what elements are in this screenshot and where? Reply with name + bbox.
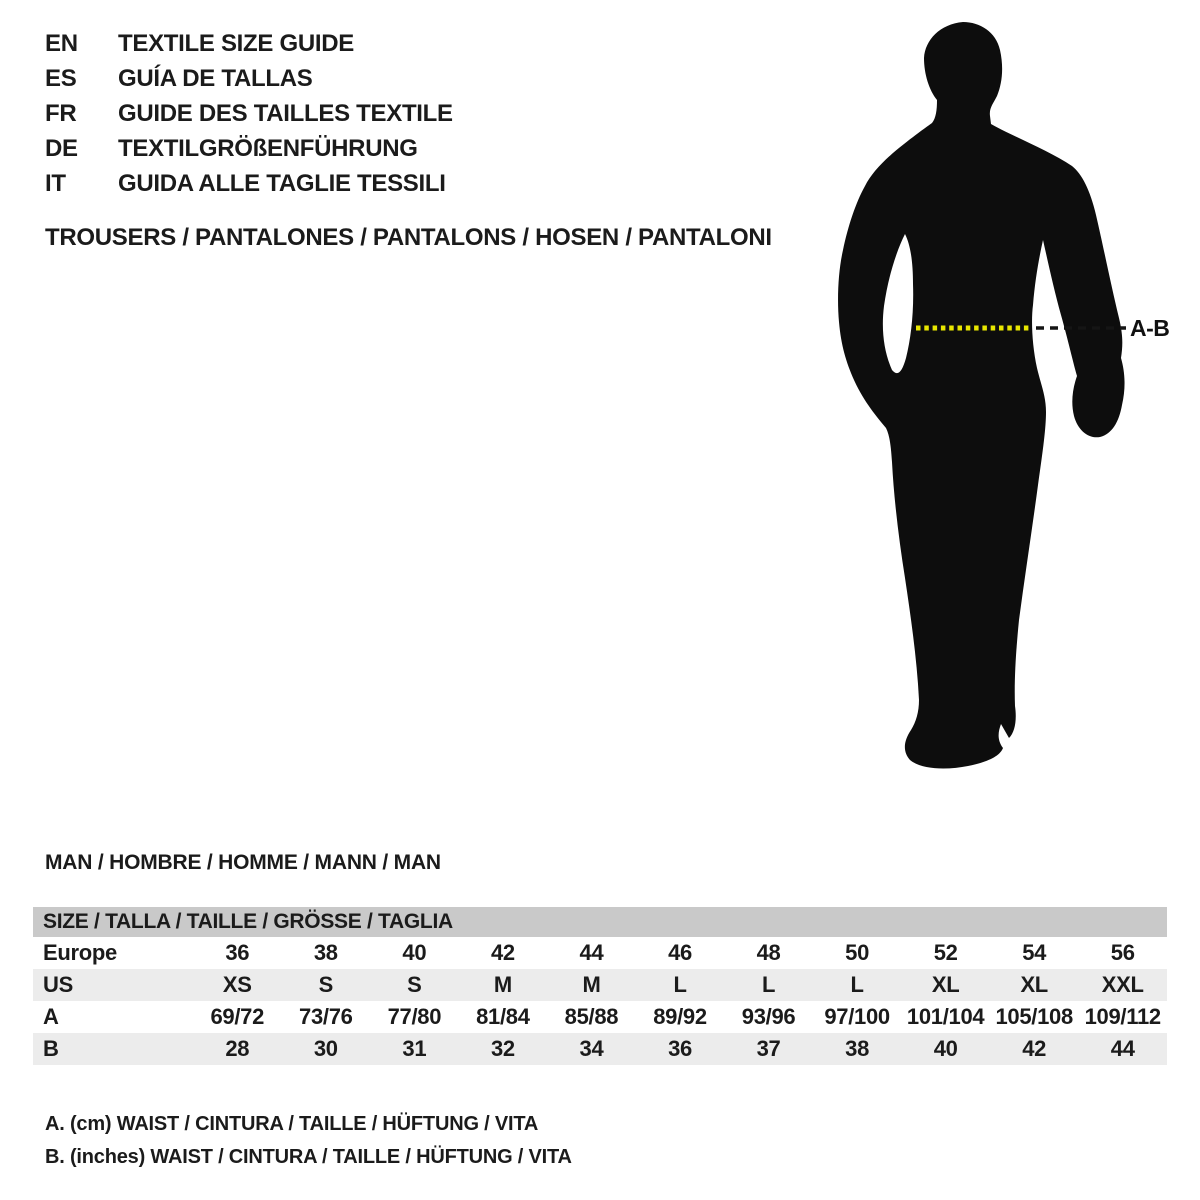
row-label: A <box>43 1004 59 1029</box>
table-cell: 38 <box>313 940 338 965</box>
table-cell: 101/104 <box>906 1004 985 1029</box>
table-cell: L <box>850 972 864 997</box>
table-cell: 48 <box>756 940 781 965</box>
row-label: US <box>43 972 73 997</box>
table-cell: 30 <box>313 1036 338 1061</box>
table-cell: 77/80 <box>387 1004 442 1029</box>
table-cell: 36 <box>225 940 250 965</box>
table-cell: 44 <box>579 940 604 965</box>
table-cell: XL <box>1020 972 1048 997</box>
table-cell: 34 <box>579 1036 604 1061</box>
table-cell: 97/100 <box>824 1004 890 1029</box>
table-cell: 31 <box>402 1036 427 1061</box>
table-cell: 109/112 <box>1084 1004 1161 1029</box>
table-cell: 93/96 <box>741 1004 796 1029</box>
table-cell: 28 <box>225 1036 250 1061</box>
table-cell: M <box>582 972 601 997</box>
table-cell: 81/84 <box>476 1004 530 1029</box>
table-cell: S <box>318 972 333 997</box>
table-cell: 85/88 <box>564 1004 619 1029</box>
row-label: Europe <box>43 940 117 965</box>
table-cell: M <box>493 972 512 997</box>
language-row-fr <box>45 96 453 131</box>
table-row-a-cm <box>33 1001 1167 1033</box>
table-cell: 52 <box>933 940 958 965</box>
table-cell: 46 <box>668 940 692 965</box>
table-cell: L <box>761 972 776 997</box>
table-cell: 54 <box>1022 940 1047 965</box>
table-row-b-inches <box>33 1033 1167 1065</box>
language-title: TEXTILGRÖßENFÜHRUNG <box>118 135 418 162</box>
language-code: EN <box>45 30 78 57</box>
language-title: GUÍA DE TALLAS <box>118 65 313 92</box>
table-cell: 42 <box>490 940 515 965</box>
table-cell: XL <box>931 972 960 997</box>
language-row-en <box>45 26 453 61</box>
table-cell: 56 <box>1110 940 1135 965</box>
table-cell: 73/76 <box>299 1004 353 1029</box>
table-cell: L <box>673 972 687 997</box>
size-table-header: SIZE / TALLA / TAILLE / GRÖSSE / TAGLIA <box>33 907 1167 937</box>
footnotes <box>45 1108 572 1174</box>
language-row-de <box>45 131 453 166</box>
measure-label: A-B <box>1130 315 1170 341</box>
table-cell: 40 <box>402 940 427 965</box>
table-cell: XS <box>222 972 252 997</box>
table-cell: S <box>407 972 422 997</box>
footnote-b: B. (inches) WAIST / CINTURA / TAILLE / HÜFTUNG / VITA <box>45 1146 572 1168</box>
row-label: B <box>43 1036 59 1061</box>
language-code: FR <box>45 100 77 127</box>
size-table <box>33 907 1167 1065</box>
language-row-es <box>45 61 453 96</box>
table-cell: 38 <box>845 1036 870 1061</box>
table-cell: 42 <box>1022 1036 1047 1061</box>
man-silhouette-figure <box>800 0 1200 800</box>
table-row-europe <box>33 937 1167 969</box>
table-cell: 40 <box>933 1036 958 1061</box>
language-title: GUIDA ALLE TAGLIE TESSILI <box>118 170 446 197</box>
category-heading: TROUSERS / PANTALONES / PANTALONS / HOSEN / PANTALONI <box>45 224 772 251</box>
language-guide-list <box>45 26 453 201</box>
footnote-a: A. (cm) WAIST / CINTURA / TAILLE / HÜFTUNG / VITA <box>45 1113 539 1135</box>
table-cell: 44 <box>1110 1036 1135 1061</box>
table-cell: XXL <box>1101 972 1144 997</box>
language-title: GUIDE DES TAILLES TEXTILE <box>118 100 453 127</box>
man-silhouette-icon <box>838 22 1125 768</box>
language-row-it <box>45 166 453 201</box>
table-row-us <box>33 969 1167 1001</box>
table-cell: 50 <box>845 940 870 965</box>
language-code: ES <box>45 65 77 92</box>
table-cell: 89/92 <box>653 1004 707 1029</box>
language-code: DE <box>45 135 78 162</box>
table-cell: 37 <box>756 1036 781 1061</box>
table-cell: 105/108 <box>995 1004 1073 1029</box>
language-code: IT <box>45 170 66 197</box>
table-cell: 32 <box>490 1036 515 1061</box>
language-title: TEXTILE SIZE GUIDE <box>118 30 354 57</box>
section-heading-man: MAN / HOMBRE / HOMME / MANN / MAN <box>45 851 441 874</box>
table-cell: 69/72 <box>210 1004 265 1029</box>
table-cell: 36 <box>668 1036 692 1061</box>
